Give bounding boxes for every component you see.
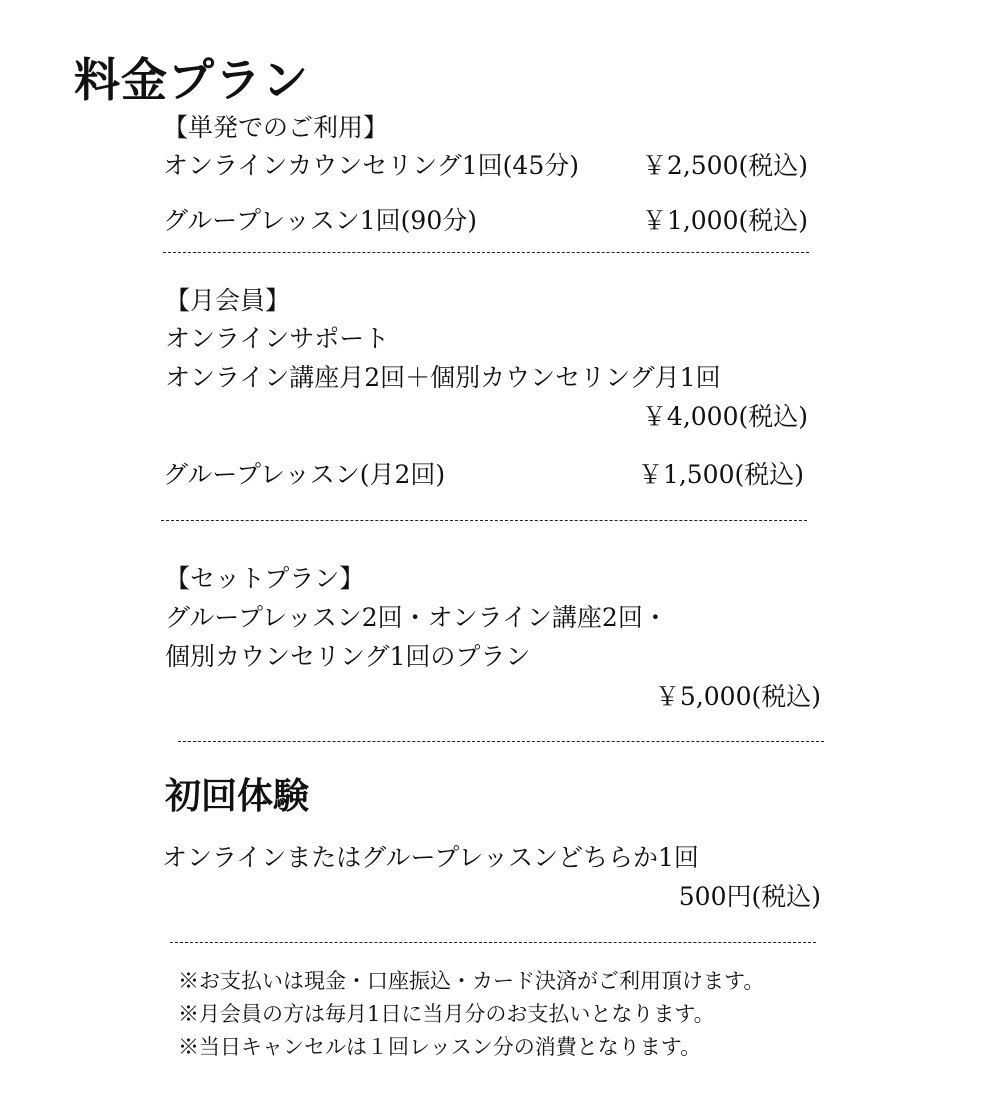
set-plan-line1: グループレッスン2回・オンライン講座2回・ <box>165 603 668 632</box>
section-divider <box>178 741 824 742</box>
trial-title: 初回体験 <box>165 775 310 817</box>
section-divider <box>170 942 816 943</box>
monthly-support-price: ￥4,000(税込) <box>641 402 808 431</box>
set-plan-line2: 個別カウンセリング1回のプラン <box>165 642 531 671</box>
single-item-name: オンラインカウンセリング1回(45分) <box>163 151 579 180</box>
single-item-price: ￥1,000(税込) <box>641 206 808 235</box>
note-monthly-payment: ※月会員の方は毎月1日に当月分のお支払いとなります。 <box>178 1002 715 1026</box>
monthly-group-name: グループレッスン(月2回) <box>163 460 446 489</box>
monthly-support-title: オンラインサポート <box>165 324 390 353</box>
note-payment-methods: ※お支払いは現金・口座振込・カード決済がご利用頂けます。 <box>178 969 765 993</box>
page-title: 料金プラン <box>74 53 309 107</box>
set-plan-price: ￥5,000(税込) <box>654 682 821 711</box>
trial-description: オンラインまたはグループレッスンどちらか1回 <box>162 843 699 872</box>
monthly-support-detail: オンライン講座月2回＋個別カウンセリング月1回 <box>165 363 721 392</box>
set-plan-heading: 【セットプラン】 <box>165 564 365 593</box>
section-divider <box>163 252 809 253</box>
section-divider <box>161 520 807 521</box>
monthly-group-price: ￥1,500(税込) <box>637 460 804 489</box>
trial-price: 500円(税込) <box>678 882 821 911</box>
monthly-heading: 【月会員】 <box>165 286 291 315</box>
single-item-name: グループレッスン1回(90分) <box>163 206 477 235</box>
single-use-heading: 【単発でのご利用】 <box>163 113 389 142</box>
single-item-price: ￥2,500(税込) <box>641 151 808 180</box>
note-cancellation: ※当日キャンセルは１回レッスン分の消費となります。 <box>178 1035 702 1059</box>
